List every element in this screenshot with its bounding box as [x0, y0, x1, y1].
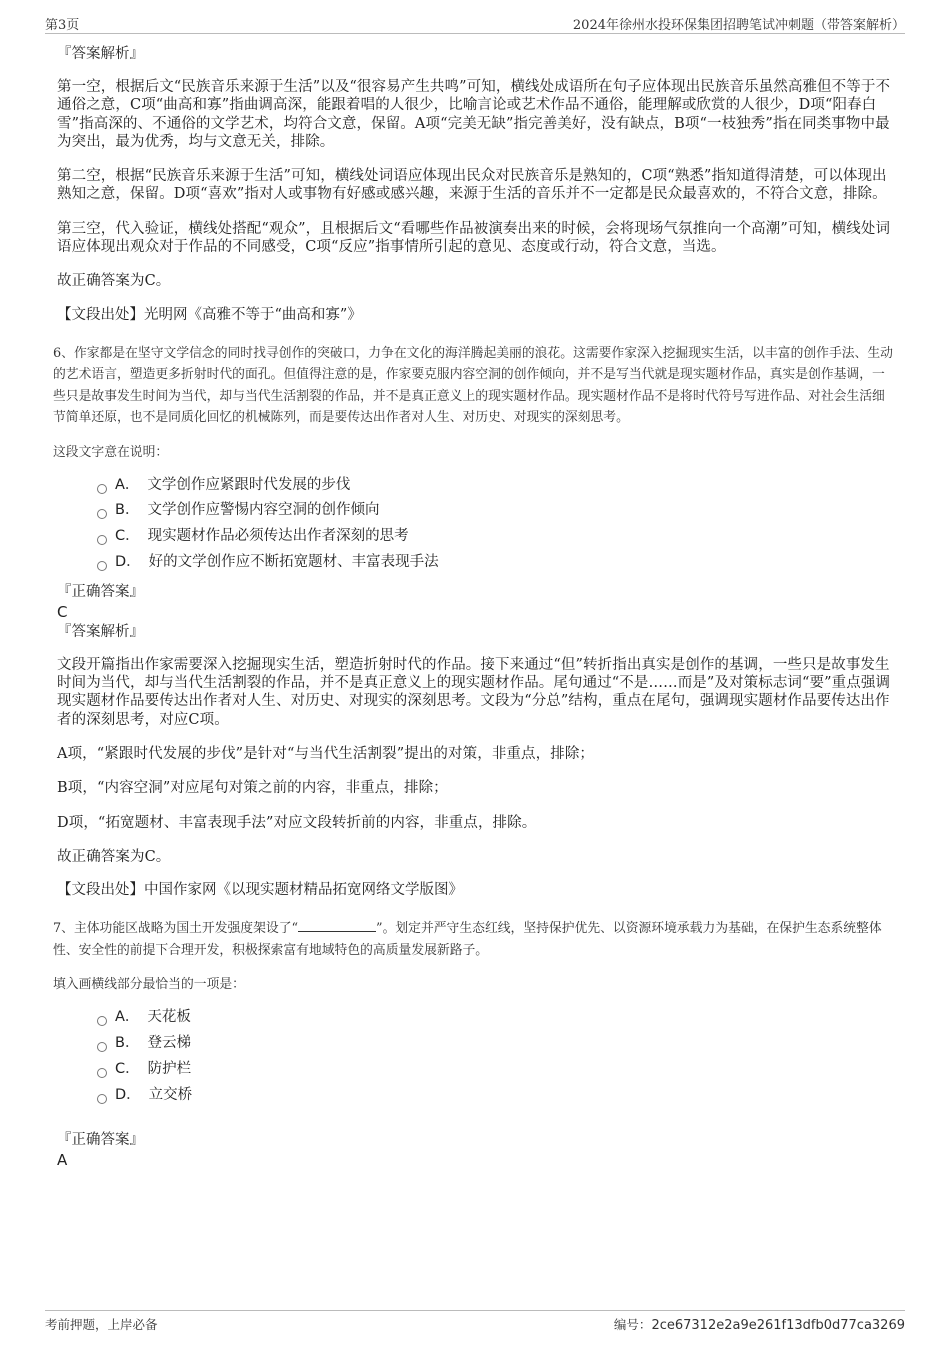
radio-icon[interactable] [97, 1068, 107, 1078]
option-d[interactable]: D． 好的文学创作应不断拓宽题材、丰富表现手法 [97, 550, 897, 576]
correct-answer: C [57, 602, 68, 621]
analysis-label: 『答案解析』 [57, 623, 144, 640]
radio-icon[interactable] [97, 561, 107, 571]
footer-slogan: 考前押题，上岸必备 [45, 1317, 158, 1332]
page-header [45, 14, 905, 34]
analysis-paragraph: B项，“内容空洞”对应尾句对策之前的内容，非重点，排除； [57, 780, 448, 797]
document-code: 编号：2ce67312e2a9e261f13dfb0d77ca3269 [613, 1317, 905, 1333]
option-b[interactable]: B． 登云梯 [97, 1031, 897, 1057]
radio-icon[interactable] [97, 535, 107, 545]
q5-analysis [57, 44, 897, 325]
question-prompt: 这段文字意在说明： [53, 444, 169, 460]
source-citation: 【文段出处】光明网《高雅不等于“曲高和寡”》 [57, 306, 362, 323]
page-footer [45, 1310, 905, 1332]
option-c[interactable]: C． 现实题材作品必须传达出作者深刻的思考 [97, 524, 897, 550]
answer-label: 『正确答案』 [57, 1132, 144, 1149]
analysis-conclusion: 故正确答案为C。 [57, 273, 171, 290]
source-citation: 【文段出处】中国作家网《以现实题材精品拓宽网络文学版图》 [57, 882, 463, 899]
option-b[interactable]: B． 文学创作应警惕内容空洞的创作倾向 [97, 498, 897, 524]
option-d[interactable]: D． 立交桥 [97, 1083, 897, 1109]
question-text: 6、作家都是在坚守文学信念的同时找寻创作的突破口，力争在文化的海洋腾起美丽的浪花。这需要作家深入挖掘现实生活，以丰富的创作手法、生动的艺术语言，塑造更多折射时代的面孔。但值得注意的是，作家要克服内容空洞的创作倾向，并不是写当代就是现实题材作品，真实是创作基调，一些只是故事发生时间为当代，却与当代生活割裂的作品，并不是真正意义上的现实题材作品。现实题材作品不是将时代符号写进作品、对社会生活细节简单还原，也不是同质化回忆的机械陈列，而是要传达出作者对人生、对历史、对现实的深刻思考。 [53, 345, 893, 426]
analysis-label: 『答案解析』 [57, 46, 144, 62]
analysis-paragraph: 第三空，代入验证，横线处搭配“观众”，且根据后文“看哪些作品被演奏出来的时候，会将现场气氛推向一个高潮”可知，横线处词语应体现出观众对于作品的不同感受，C项“反应”指事情所引起的意见、态度或行动，符合文意，当选。 [57, 220, 891, 256]
question-text: 7、主体功能区战略为国土开发强度架设了“ ”。划定并严守生态红线，坚持保护优先、以资源环境承载力为基础，在保护生态系统整体性、安全性的前提下合理开发，积极探索富有地域特色的高质量发展新路子。 [53, 921, 882, 958]
analysis-paragraph: 文段开篇指出作家需要深入挖掘现实生活，塑造折射时代的作品。接下来通过“但”转折指出真实是创作的基调，一些只是故事发生时间为当代，却与当代生活割裂的作品，并不是真正意义上的现实题材作品。尾句通过“不是……而是”及对策标志词“要”重点强调现实题材作品要传达出作者对人生、对历史、对现实的深刻思考。文段为“分总”结构，重点在尾句，强调现实题材作品要传达出作者的深刻思考，对应C项。 [57, 656, 891, 728]
radio-icon[interactable] [97, 484, 107, 494]
analysis-conclusion: 故正确答案为C。 [57, 848, 171, 865]
radio-icon[interactable] [97, 1016, 107, 1026]
radio-icon[interactable] [97, 1042, 107, 1052]
option-list [97, 473, 897, 576]
page-number: 第3页 [45, 18, 80, 33]
radio-icon[interactable] [97, 509, 107, 519]
option-c[interactable]: C． 防护栏 [97, 1057, 897, 1083]
answer-label: 『正确答案』 [57, 583, 144, 600]
correct-answer: A [57, 1151, 68, 1170]
question-6 [53, 343, 897, 901]
option-a[interactable]: A． 文学创作应紧跟时代发展的步伐 [97, 473, 897, 499]
analysis-paragraph: A项，“紧跟时代发展的步伐”是针对“与当代生活割裂”提出的对策，非重点，排除； [57, 746, 595, 763]
document-title: 2024年徐州水投环保集团招聘笔试冲刺题（带答案解析） [572, 18, 905, 33]
page-content [53, 44, 897, 1170]
fill-blank [298, 920, 376, 932]
analysis-paragraph: 第二空，根据“民族音乐来源于生活”可知，横线处词语应体现出民众对民族音乐是熟知的，C项“熟悉”指知道得清楚，可以体现出熟知之意，保留。D项“喜欢”指对人或事物有好感或感兴趣，来源于生活的音乐并不一定都是民众最喜欢的，不符合文意，排除。 [57, 168, 887, 203]
question-7 [53, 918, 897, 1170]
analysis-paragraph: 第一空，根据后文“民族音乐来源于生活”以及“很容易产生共鸣”可知，横线处成语所在句子应体现出民族音乐虽然高雅但不等于不通俗之意，C项“曲高和寡”指曲调高深，能跟着唱的人很少，比喻言论或艺术作品不通俗，能理解或欣赏的人很少，D项“阳春白雪”指高深的、不通俗的文学艺术，均符合文意，保留。A项“完美无缺”指完善美好，没有缺点，B项“一枝独秀”指在同类事物中最为突出，最为优秀，均与文意无关，排除。 [57, 79, 891, 150]
option-list [97, 1005, 897, 1108]
question-prompt: 填入画横线部分最恰当的一项是： [53, 977, 245, 993]
analysis-paragraph: D项，“拓宽题材、丰富表现手法”对应文段转折前的内容，非重点，排除。 [57, 814, 537, 831]
radio-icon[interactable] [97, 1094, 107, 1104]
option-a[interactable]: A． 天花板 [97, 1005, 897, 1031]
